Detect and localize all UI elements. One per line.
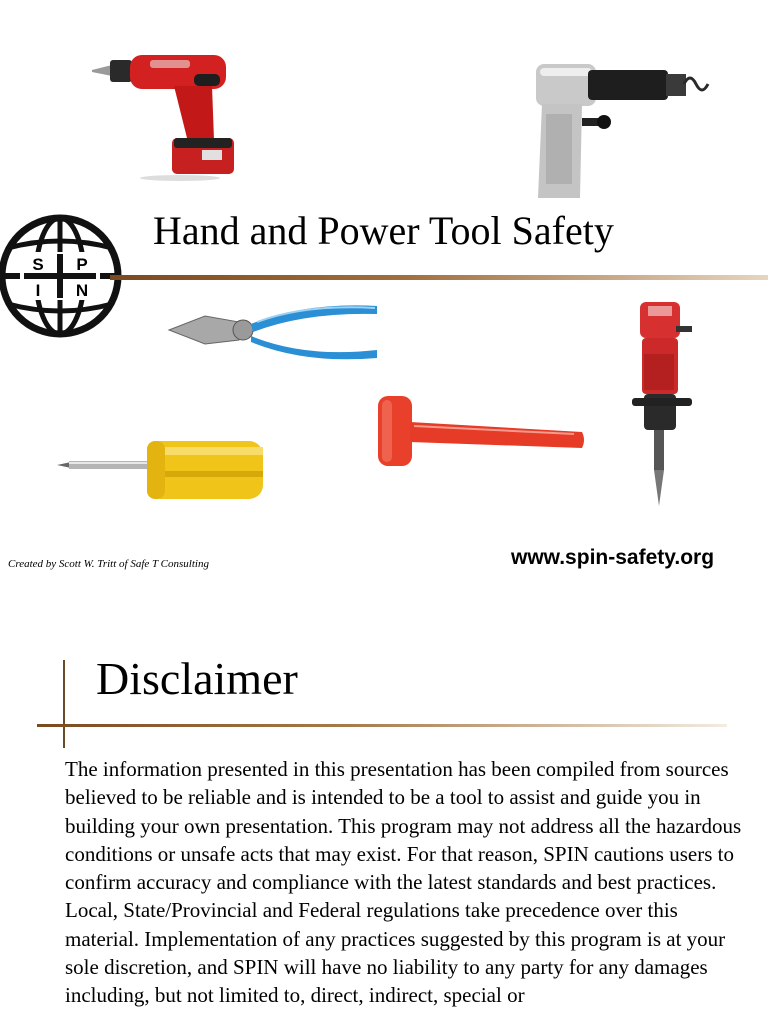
logo-letter-i: I xyxy=(35,281,41,300)
dead-blow-mallet-icon xyxy=(374,392,588,470)
title-divider xyxy=(110,275,768,280)
credit-line: Created by Scott W. Tritt of Safe T Consulting xyxy=(8,558,209,570)
disclaimer-text: The information presented in this presentation has been compiled from sources believed to be reliable and is intended to be a tool to assist and guide you in building your own presentation. This program may not address all the hazardous conditions or unsafe acts that may exist. For that reason, SPIN cautions users to confirm accuracy and compliance with the latest standards and best practices. Local, State/Provincial and Federal regulations take precedence over this material. Implementation of any practices suggested by this program is at your sole discretion, and SPIN will have no liability to any party for any damages including, but not limited to, direct, indirect, special or xyxy=(65,757,742,1008)
spin-logo xyxy=(0,200,128,352)
title-divider xyxy=(37,724,727,727)
logo-letter-p: P xyxy=(76,255,88,274)
slide-title: Hand and Power Tool Safety xyxy=(153,208,614,253)
breaker-hammer-icon xyxy=(628,298,696,508)
disclaimer-slide xyxy=(0,620,768,1024)
diagonal-pliers-icon xyxy=(165,300,381,362)
cordless-drill-icon xyxy=(90,50,240,182)
slide-title: Disclaimer xyxy=(96,653,298,704)
logo-letter-s: S xyxy=(32,255,44,274)
screwdriver-icon xyxy=(55,425,267,503)
air-hammer-icon xyxy=(528,58,716,204)
website-url[interactable]: www.spin-safety.org xyxy=(511,546,715,569)
title-vertical-accent xyxy=(63,660,65,748)
logo-letter-n: N xyxy=(75,281,89,300)
